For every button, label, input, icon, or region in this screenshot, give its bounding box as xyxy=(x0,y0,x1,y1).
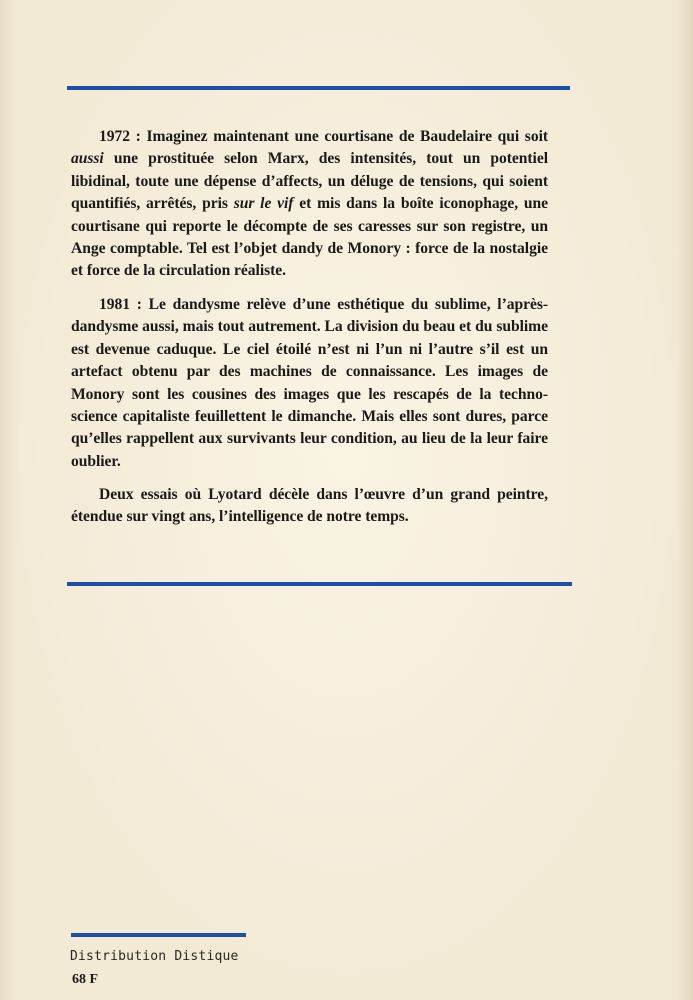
paragraph-1972-italic-sur-le-vif: sur le vif xyxy=(233,195,294,213)
paragraph-1972-segment: et mis dans la boîte iconophage, une courtisane qui reporte le décompte de ses caresses sur son registre, un Ange comptable. Tel est l’objet dandy de Monory : force de la nostalgie et force de la circulation réaliste. xyxy=(71,195,548,280)
middle-blue-rule xyxy=(67,582,572,586)
distribution-label: Distribution Distique xyxy=(70,949,239,964)
paragraph-1972 xyxy=(71,126,548,283)
paragraph-1972-italic-aussi: aussi xyxy=(71,150,104,168)
paragraph-1981-text: 1981 : Le dandysme relève d’une esthétique du sublime, l’après-dandysme aussi, mais tout autrement. La division du beau et du sublime est devenue caduque. Le ciel étoilé n’est ni l’un ni l’autre s’il est un artefact obtenu par des machines de connaissance. Les images de Monory sont les cousines des images que les rescapés de la techno-science capitaliste feuillettent le dimanche. Mais elles sont dures, parce qu’elles rappellent aux survivants leur condition, au lieu de la leur faire oublier. xyxy=(71,296,548,470)
paragraph-summary xyxy=(71,484,548,529)
paragraph-summary-text: Deux essais où Lyotard décèle dans l’œuvre d’un grand peintre, étendue sur vingt ans, l’intelligence de notre temps. xyxy=(71,486,548,526)
paragraph-1981 xyxy=(71,294,548,473)
paragraph-1972-segment: une prostituée selon Marx, des intensités, tout un potentiel libidinal, toute une dépense d’affects, un déluge de tensions, qui soient quantifiés, arrêtés, pris xyxy=(71,150,548,213)
paragraph-1972-segment: 1972 : Imaginez maintenant une courtisane de Baudelaire qui soit xyxy=(99,128,548,145)
top-blue-rule xyxy=(67,86,570,90)
price-label: 68 F xyxy=(72,972,99,987)
bottom-blue-rule xyxy=(71,933,246,937)
